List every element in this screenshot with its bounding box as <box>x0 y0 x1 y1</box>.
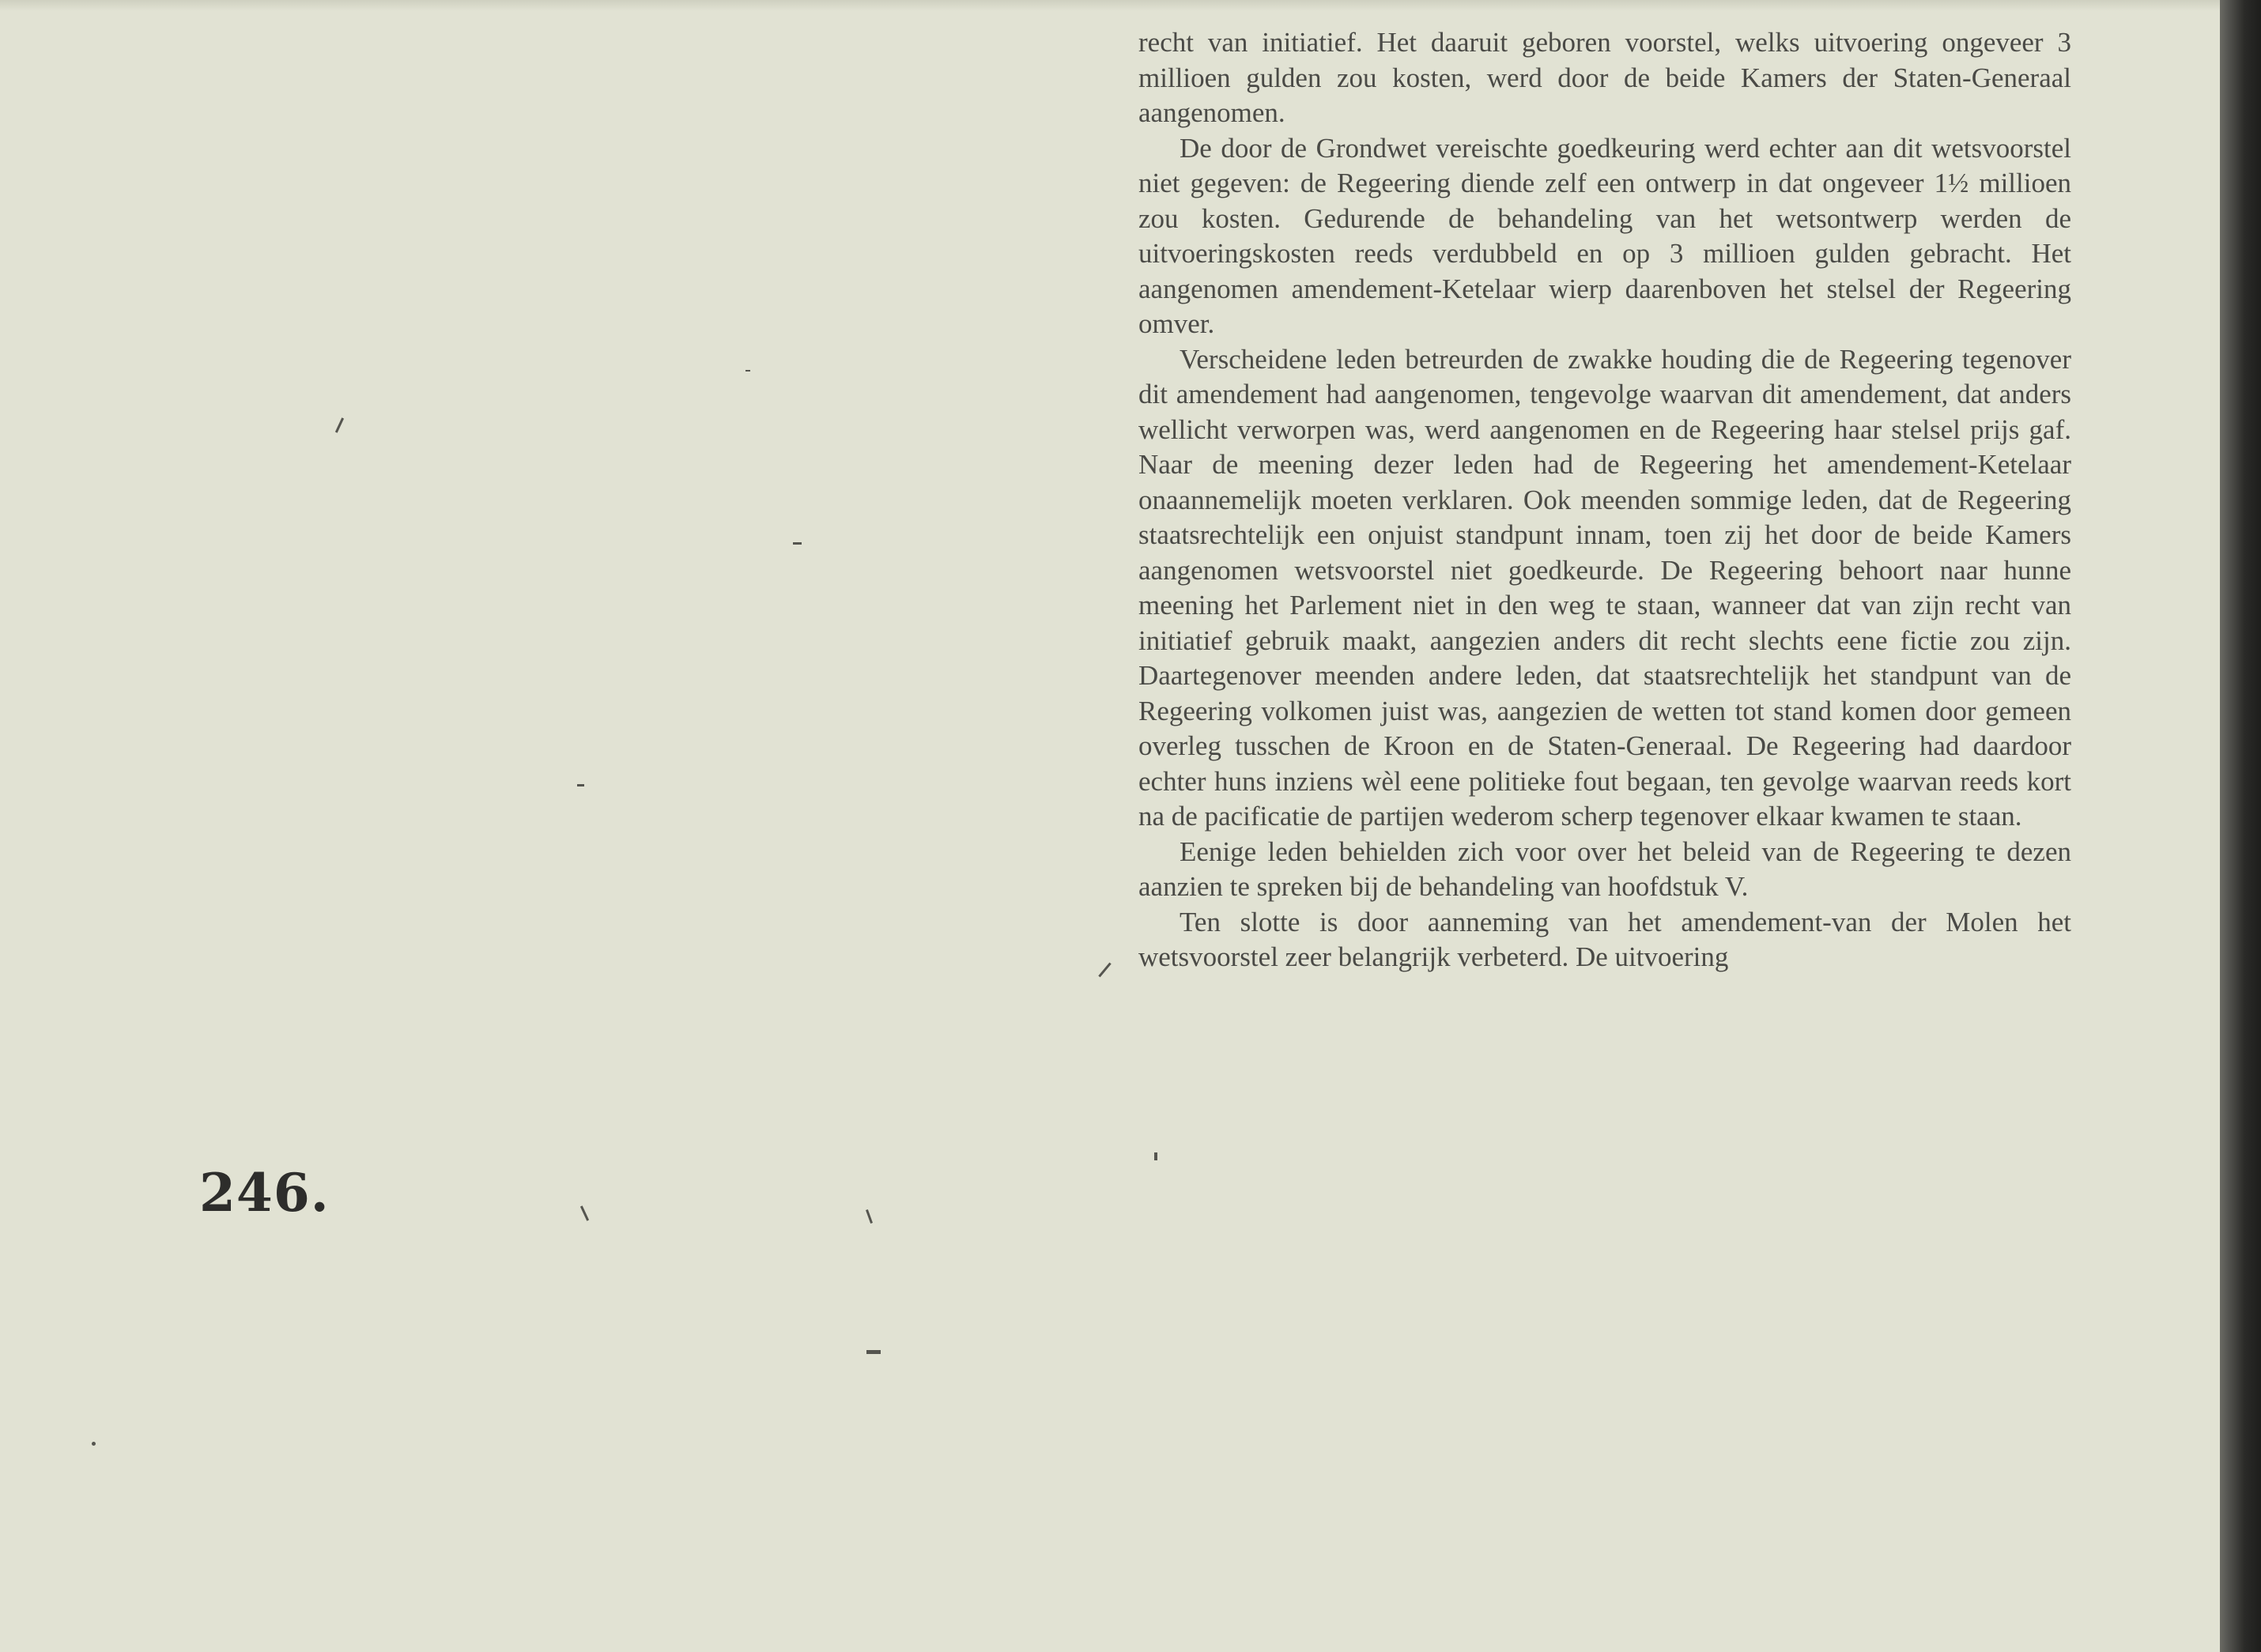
paper-speck <box>335 417 344 432</box>
paragraph: Verscheidene leden betreurden de zwakke houding die de Regeering tegenover dit amendement had aangenomen, tengevolge waarvan dit amendement, dat anders wellicht verworpen was, werd aangenomen en de Regeering haar stelsel prijs gaf. Naar de meening dezer leden had de Regeering het amendement-Ketelaar onaannemelijk moeten verklaren. Ook meenden sommige leden, dat de Regeering staatsrechtelijk een onjuist standpunt innam, toen zij het door de beide Kamers aangenomen wetsvoorstel niet goedkeurde. De Regeering behoort naar hunne meening het Parlement niet in den weg te staan, wanneer dat van zijn recht van initiatief gebruik maakt, aangezien anders dit recht slechts eene fictie zou zijn. Daartegenover meenden andere leden, dat staatsrechtelijk het standpunt van de Regeering volkomen juist was, aangezien de wetten tot stand komen door gemeen overleg tusschen de Kroon en de Staten-Generaal. De Regeering had daardoor echter huns inziens wèl eene politieke fout begaan, ten gevolge waarvan reeds kort na de pacificatie de partijen wederom scherp tegenover elkaar kwamen te staan. <box>1138 343 2071 832</box>
paper-speck <box>580 1205 589 1220</box>
paragraph: Ten slotte is door aanneming van het amendement-van der Molen het wetsvoorstel zeer belangrijk verbeterd. De uitvoering <box>1138 906 2071 972</box>
paper-speck <box>866 1209 873 1224</box>
paper-speck <box>745 370 750 372</box>
page-edge-shadow <box>2220 0 2261 1652</box>
paragraph: Eenige leden behielden zich voor over het beleid van de Regeering te dezen aanzien te spreken bij de behandeling van hoofdstuk V. <box>1138 835 2071 902</box>
torn-top-edge <box>0 0 2220 11</box>
text-column <box>1138 25 2071 975</box>
paper-speck <box>92 1442 96 1446</box>
paragraph: recht van initiatief. Het daaruit geboren voorstel, welks uitvoering ongeveer 3 millioen gulden zou kosten, werd door de beide Kamers der Staten-Generaal aangenomen. <box>1138 27 2071 128</box>
paper-speck <box>577 784 584 786</box>
paper-speck <box>793 542 802 545</box>
paper-speck <box>1154 1152 1157 1160</box>
paper-speck <box>866 1350 881 1354</box>
paragraph: De door de Grondwet vereischte goedkeuring werd echter aan dit wetsvoorstel niet gegeven: de Regeering diende zelf een ontwerp in dat ongeveer 1½ millioen zou kosten. Gedurende de behandeling van het wetsontwerp werden de uitvoeringskosten reeds verdubbeld en op 3 millioen gulden gebracht. Het aangenomen amendement-Ketelaar wierp daarenboven het stelsel der Regeering omver. <box>1138 132 2071 339</box>
page-number: 246. <box>199 1162 330 1224</box>
paper-speck <box>1098 963 1111 978</box>
